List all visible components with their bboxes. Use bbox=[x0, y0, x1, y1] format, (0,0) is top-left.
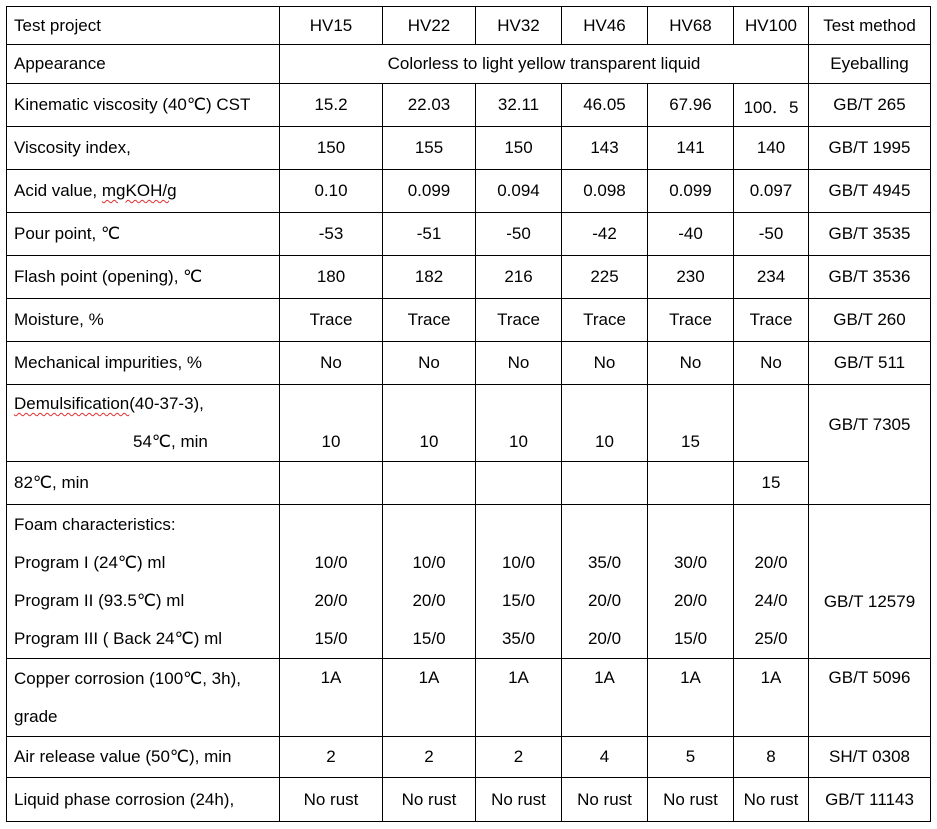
value-cell: Trace bbox=[648, 299, 734, 342]
value-cell: 2 bbox=[280, 737, 383, 778]
value-cell: 0.098 bbox=[562, 170, 648, 213]
table-row bbox=[7, 170, 931, 213]
value-cell bbox=[280, 462, 383, 505]
table-row-demulsification-82 bbox=[7, 462, 931, 505]
header-cell: HV32 bbox=[476, 7, 562, 45]
value-cell bbox=[648, 505, 734, 659]
method-cell: GB/T 4945 bbox=[809, 170, 931, 213]
spellcheck-marked-text: mgKOH/g bbox=[101, 181, 177, 200]
demulsification-title bbox=[7, 385, 279, 423]
value-cell: Trace bbox=[280, 299, 383, 342]
foam-program-label: Program I (24℃) ml bbox=[14, 552, 166, 572]
method-cell: GB/T 1995 bbox=[809, 127, 931, 170]
value-cell: 155 bbox=[383, 127, 476, 170]
foam-program-label: Program II (93.5℃) ml bbox=[14, 590, 185, 610]
row-label: Liquid phase corrosion (24h), bbox=[7, 778, 280, 822]
value-text: 20/0 bbox=[673, 590, 708, 610]
value-cell: No bbox=[383, 342, 476, 385]
header-cell: HV15 bbox=[280, 7, 383, 45]
value-cell bbox=[383, 659, 476, 737]
value-cell: 15 bbox=[734, 462, 809, 505]
row-label: Viscosity index, bbox=[7, 127, 280, 170]
table-row bbox=[7, 127, 931, 170]
value-text: 15/0 bbox=[314, 628, 348, 648]
method-cell: GB/T 7305 bbox=[809, 385, 931, 505]
method-cell: Eyeballing bbox=[809, 45, 931, 84]
value-text: GB/T 5096 bbox=[828, 668, 911, 687]
spellcheck-marked-text: Demulsification bbox=[14, 394, 130, 413]
value-text: 24/0 bbox=[754, 590, 788, 610]
value-cell: 4 bbox=[562, 737, 648, 778]
value-cell: 8 bbox=[734, 737, 809, 778]
value-cell: No bbox=[562, 342, 648, 385]
value-text: 10/0 bbox=[314, 552, 348, 572]
table-row-copper bbox=[7, 659, 931, 737]
value-cell: No bbox=[476, 342, 562, 385]
value-text: 10 bbox=[595, 432, 614, 451]
row-label bbox=[7, 659, 280, 737]
row-label: Air release value (50℃), min bbox=[7, 737, 280, 778]
method-cell: GB/T 3536 bbox=[809, 256, 931, 299]
value-cell: Trace bbox=[383, 299, 476, 342]
value-cell bbox=[648, 385, 734, 462]
value-text: 30/0 bbox=[673, 552, 708, 572]
value-cell: 2 bbox=[383, 737, 476, 778]
value-cell bbox=[476, 659, 562, 737]
value-cell: 0.10 bbox=[280, 170, 383, 213]
value-cell: No rust bbox=[280, 778, 383, 822]
table-row-appearance bbox=[7, 45, 931, 84]
row-label bbox=[7, 505, 280, 659]
value-cell bbox=[280, 659, 383, 737]
value-text: 35/0 bbox=[587, 552, 622, 572]
value-cell bbox=[280, 385, 383, 462]
value-text: 15/0 bbox=[412, 628, 446, 648]
value-cell: 234 bbox=[734, 256, 809, 299]
value-cell: 225 bbox=[562, 256, 648, 299]
value-cell: 143 bbox=[562, 127, 648, 170]
value-cell: No bbox=[648, 342, 734, 385]
value-text: 10 bbox=[419, 432, 439, 451]
value-cell bbox=[383, 505, 476, 659]
value-cell: 150 bbox=[476, 127, 562, 170]
value-cell: 67.96 bbox=[648, 84, 734, 127]
value-cell bbox=[562, 385, 648, 462]
value-cell bbox=[383, 385, 476, 462]
value-text: 15 bbox=[681, 432, 700, 451]
row-label bbox=[7, 385, 280, 462]
label-text: Acid value, bbox=[14, 181, 102, 200]
value-text: 25/0 bbox=[754, 628, 788, 648]
value-cell: 216 bbox=[476, 256, 562, 299]
value-cell: No bbox=[734, 342, 809, 385]
table-row bbox=[7, 256, 931, 299]
value-text: 1A bbox=[320, 668, 342, 687]
value-cell: 15.2 bbox=[280, 84, 383, 127]
header-cell: Test method bbox=[809, 7, 931, 45]
header-row bbox=[7, 7, 931, 45]
value-cell: No rust bbox=[648, 778, 734, 822]
value-cell bbox=[734, 659, 809, 737]
value-cell: 0.097 bbox=[734, 170, 809, 213]
value-cell: 100．5 bbox=[734, 84, 809, 127]
value-cell bbox=[280, 505, 383, 659]
value-text: 20/0 bbox=[587, 628, 622, 648]
value-text: 1A bbox=[760, 668, 782, 687]
value-cell bbox=[562, 462, 648, 505]
value-text: 10 bbox=[321, 432, 341, 451]
value-cell bbox=[562, 505, 648, 659]
value-cell: 230 bbox=[648, 256, 734, 299]
header-cell: HV68 bbox=[648, 7, 734, 45]
spec-table bbox=[6, 6, 931, 822]
header-cell: HV22 bbox=[383, 7, 476, 45]
value-text: 10/0 bbox=[501, 552, 536, 572]
table-row bbox=[7, 213, 931, 256]
value-cell bbox=[648, 462, 734, 505]
appearance-value: Colorless to light yellow transparent liquid bbox=[280, 45, 809, 84]
value-cell: 180 bbox=[280, 256, 383, 299]
value-text: 1A bbox=[418, 668, 440, 687]
header-cell: Test project bbox=[7, 7, 280, 45]
method-cell: GB/T 11143 bbox=[809, 778, 931, 822]
table-row bbox=[7, 737, 931, 778]
value-cell: 32.11 bbox=[476, 84, 562, 127]
value-text: 20/0 bbox=[412, 590, 446, 610]
value-cell: -53 bbox=[280, 213, 383, 256]
value-cell: -50 bbox=[734, 213, 809, 256]
value-cell: No rust bbox=[734, 778, 809, 822]
method-cell: GB/T 12579 bbox=[809, 505, 931, 659]
value-text: 20/0 bbox=[587, 590, 622, 610]
row-label bbox=[7, 170, 280, 213]
value-cell: Trace bbox=[476, 299, 562, 342]
value-cell bbox=[383, 462, 476, 505]
value-cell: -51 bbox=[383, 213, 476, 256]
value-text: 20/0 bbox=[314, 590, 348, 610]
row-label: Pour point, ℃ bbox=[7, 213, 280, 256]
label-text: (40-37-3), bbox=[129, 394, 204, 413]
value-text: 35/0 bbox=[501, 628, 536, 648]
method-cell: GB/T 265 bbox=[809, 84, 931, 127]
value-cell: 182 bbox=[383, 256, 476, 299]
label-line: Copper corrosion (100℃, 3h), bbox=[14, 668, 241, 688]
method-cell: SH/T 0308 bbox=[809, 737, 931, 778]
value-text: 1A bbox=[508, 668, 529, 687]
value-cell bbox=[734, 505, 809, 659]
value-cell: -42 bbox=[562, 213, 648, 256]
value-cell bbox=[734, 385, 809, 462]
method-cell: GB/T 511 bbox=[809, 342, 931, 385]
value-text: 10 bbox=[509, 432, 528, 451]
row-label: 82℃, min bbox=[7, 462, 280, 505]
value-text: 15/0 bbox=[673, 628, 708, 648]
value-text: 20/0 bbox=[754, 552, 788, 572]
value-text: 1A bbox=[594, 668, 615, 687]
value-text bbox=[736, 423, 806, 461]
value-cell: Trace bbox=[734, 299, 809, 342]
row-label: Kinematic viscosity (40℃) CST bbox=[7, 84, 280, 127]
foam-program-label: Program III ( Back 24℃) ml bbox=[14, 628, 223, 648]
value-cell bbox=[648, 659, 734, 737]
value-cell: Trace bbox=[562, 299, 648, 342]
value-cell bbox=[476, 462, 562, 505]
value-cell: No rust bbox=[562, 778, 648, 822]
row-label: Moisture, % bbox=[7, 299, 280, 342]
foam-title: Foam characteristics: bbox=[14, 514, 176, 534]
value-text: 1A bbox=[680, 668, 701, 687]
value-cell: No rust bbox=[383, 778, 476, 822]
method-cell bbox=[809, 659, 931, 737]
table-row bbox=[7, 778, 931, 822]
table-row-demulsification bbox=[7, 385, 931, 462]
value-cell: 2 bbox=[476, 737, 562, 778]
value-cell bbox=[476, 505, 562, 659]
value-cell bbox=[476, 385, 562, 462]
header-cell: HV100 bbox=[734, 7, 809, 45]
label-line: grade bbox=[14, 706, 58, 726]
demulsification-sub-label: 54℃, min bbox=[133, 432, 208, 451]
table-row bbox=[7, 342, 931, 385]
value-cell: 140 bbox=[734, 127, 809, 170]
value-cell: -40 bbox=[648, 213, 734, 256]
value-cell: 46.05 bbox=[562, 84, 648, 127]
header-cell: HV46 bbox=[562, 7, 648, 45]
value-cell: 0.094 bbox=[476, 170, 562, 213]
value-text: 10/0 bbox=[412, 552, 446, 572]
table-row-foam bbox=[7, 505, 931, 659]
table-row bbox=[7, 84, 931, 127]
row-label: Appearance bbox=[7, 45, 280, 84]
method-cell: GB/T 260 bbox=[809, 299, 931, 342]
value-cell: No bbox=[280, 342, 383, 385]
row-label: Flash point (opening), ℃ bbox=[7, 256, 280, 299]
value-cell: 0.099 bbox=[383, 170, 476, 213]
method-cell: GB/T 3535 bbox=[809, 213, 931, 256]
value-cell: -50 bbox=[476, 213, 562, 256]
value-text: 15/0 bbox=[501, 590, 536, 610]
value-cell bbox=[562, 659, 648, 737]
value-cell: 141 bbox=[648, 127, 734, 170]
value-cell: 5 bbox=[648, 737, 734, 778]
table-row bbox=[7, 299, 931, 342]
value-cell: 150 bbox=[280, 127, 383, 170]
value-cell: 22.03 bbox=[383, 84, 476, 127]
value-cell: 0.099 bbox=[648, 170, 734, 213]
value-cell: No rust bbox=[476, 778, 562, 822]
row-label: Mechanical impurities, % bbox=[7, 342, 280, 385]
